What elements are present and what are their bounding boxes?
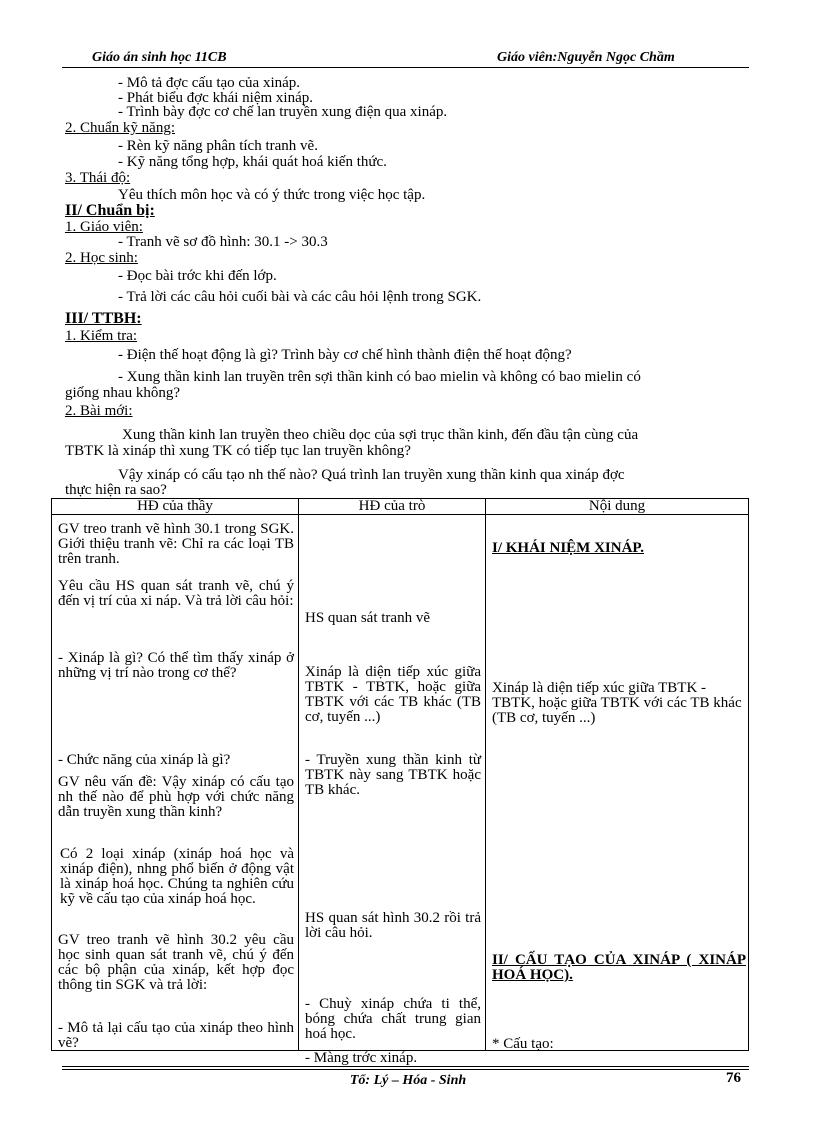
student-text: - Truyền xung thần kinh từ TBTK này sang TBTK hoặc TB khác. — [305, 752, 481, 798]
section-heading: 3. Thái độ: — [65, 170, 131, 186]
teacher-text: Yêu cầu HS quan sát tranh vẽ, chú ý đến vị trí của xi náp. Và trả lời câu hỏi: — [58, 578, 294, 609]
content-text: * Cấu tạo: — [492, 1036, 554, 1052]
section-heading: 1. Giáo viên: — [65, 219, 143, 235]
section-heading: 2. Bài mới: — [65, 403, 133, 419]
section-heading: 1. Kiểm tra: — [65, 328, 138, 344]
student-text: Xináp là diện tiếp xúc giữa TBTK - TBTK, hoặc giữa TBTK với các TB khác (TB cơ, tuyến ...) — [305, 664, 481, 725]
body-line: - Trả lời các câu hỏi cuối bài và các câu hỏi lệnh trong SGK. — [118, 289, 482, 305]
body-line: Vậy xináp có cấu tạo nh thế nào? Quá trình lan truyền xung thần kinh qua xináp đợc — [118, 467, 625, 483]
column-header: HĐ của trò — [299, 499, 486, 515]
student-column — [299, 515, 486, 1066]
student-text: HS quan sát tranh vẽ — [305, 610, 430, 626]
teacher-column — [52, 515, 299, 1051]
footer-divider — [62, 1066, 749, 1067]
teacher-text: - Mô tả lại cấu tạo của xináp theo hình vẽ? — [58, 1020, 294, 1051]
content-text: Xináp là diện tiếp xúc giữa TBTK - TBTK, hoặc giữa TBTK với các TB khác (TB cơ, tuyến ...) — [492, 680, 742, 726]
teacher-text: - Xináp là gì? Có thể tìm thấy xináp ở những vị trí nào trong cơ thể? — [58, 650, 294, 681]
body-line: thực hiện ra sao? — [65, 482, 167, 498]
objective-line: - Trình bày đợc cơ chế lan truyền xung điện qua xináp. — [118, 104, 448, 120]
body-line: - Điện thế hoạt động là gì? Trình bày cơ chế hình thành điện thế hoạt động? — [118, 347, 572, 363]
teacher-text: GV treo tranh vẽ hình 30.2 yêu cầu học sinh quan sát tranh vẽ, chú ý đến các bộ phận của xináp, kết hợp đọc thông tin SGK và trả lời: — [58, 932, 294, 993]
body-line: TBTK là xináp thì xung TK có tiếp tục lan truyền không? — [65, 443, 411, 459]
footer-divider — [62, 1069, 749, 1070]
section-heading: 2. Chuẩn kỹ năng: — [65, 120, 175, 136]
section-heading: 2. Học sinh: — [65, 250, 138, 266]
body-line: Xung thần kinh lan truyền theo chiều dọc của sợi trục thần kinh, đến đầu tận cùng của — [122, 427, 639, 443]
teacher-text: - Chức năng của xináp là gì? — [58, 752, 231, 768]
section-title: II/ Chuẩn bị: — [65, 202, 155, 219]
student-text: - Màng trớc xináp. — [305, 1050, 418, 1066]
objective-line: - Rèn kỹ năng phân tích tranh vẽ. — [118, 138, 318, 154]
student-text: - Chuỳ xináp chứa ti thể, bóng chứa chất trung gian hoá học. — [305, 996, 481, 1042]
table-row — [52, 515, 749, 1051]
table-header-row — [52, 499, 749, 515]
column-header: Nội dung — [486, 499, 749, 515]
column-header: HĐ của thầy — [52, 499, 299, 515]
header-right: Giáo viên:Nguyễn Ngọc Chầm — [497, 50, 675, 65]
body-line: - Đọc bài trớc khi đến lớp. — [118, 268, 277, 284]
teacher-text: GV nêu vấn đề: Vậy xináp có cấu tạo nh thế nào để phù hợp với chức năng dẫn truyền xung thần kinh? — [58, 774, 294, 820]
header-divider — [62, 67, 749, 68]
lesson-table — [51, 498, 749, 1066]
objective-line: Yêu thích môn học và có ý thức trong việc học tập. — [118, 187, 426, 203]
objective-line: - Phát biểu đợc khái niệm xináp. — [118, 90, 313, 106]
body-line: - Tranh vẽ sơ đồ hình: 30.1 -> 30.3 — [118, 234, 328, 250]
objective-line: - Kỹ năng tổng hợp, khái quát hoá kiến thức. — [118, 154, 387, 170]
body-line: - Xung thần kinh lan truyền trên sợi thần kinh có bao mielin và không có bao mielin có — [118, 369, 641, 385]
teacher-text: GV treo tranh vẽ hình 30.1 trong SGK. Giới thiệu tranh vẽ: Chỉ ra các loại TB trên tranh. — [58, 521, 294, 567]
page-number: 76 — [726, 1070, 741, 1086]
content-column — [486, 515, 749, 1051]
section-title: III/ TTBH: — [65, 310, 142, 327]
teacher-text: Có 2 loại xináp (xináp hoá học và xináp điện), nhng phổ biến ở động vật là xináp hoá học. Chúng ta nghiên cứu kỹ về cấu tạo của xináp hoá học. — [60, 846, 294, 907]
objective-line: - Mô tả đợc cấu tạo của xináp. — [118, 75, 301, 91]
student-text: HS quan sát hình 30.2 rồi trả lời câu hỏi. — [305, 910, 481, 941]
body-line: giống nhau không? — [65, 385, 180, 401]
footer-department: Tổ: Lý – Hóa - Sinh — [349, 1073, 467, 1088]
content-heading: I/ KHÁI NIỆM XINÁP. — [492, 540, 644, 556]
content-heading: II/ CẤU TẠO CỦA XINÁP ( XINÁP HOÁ HỌC). — [492, 952, 746, 983]
header-left: Giáo án sinh học 11CB — [92, 50, 227, 65]
